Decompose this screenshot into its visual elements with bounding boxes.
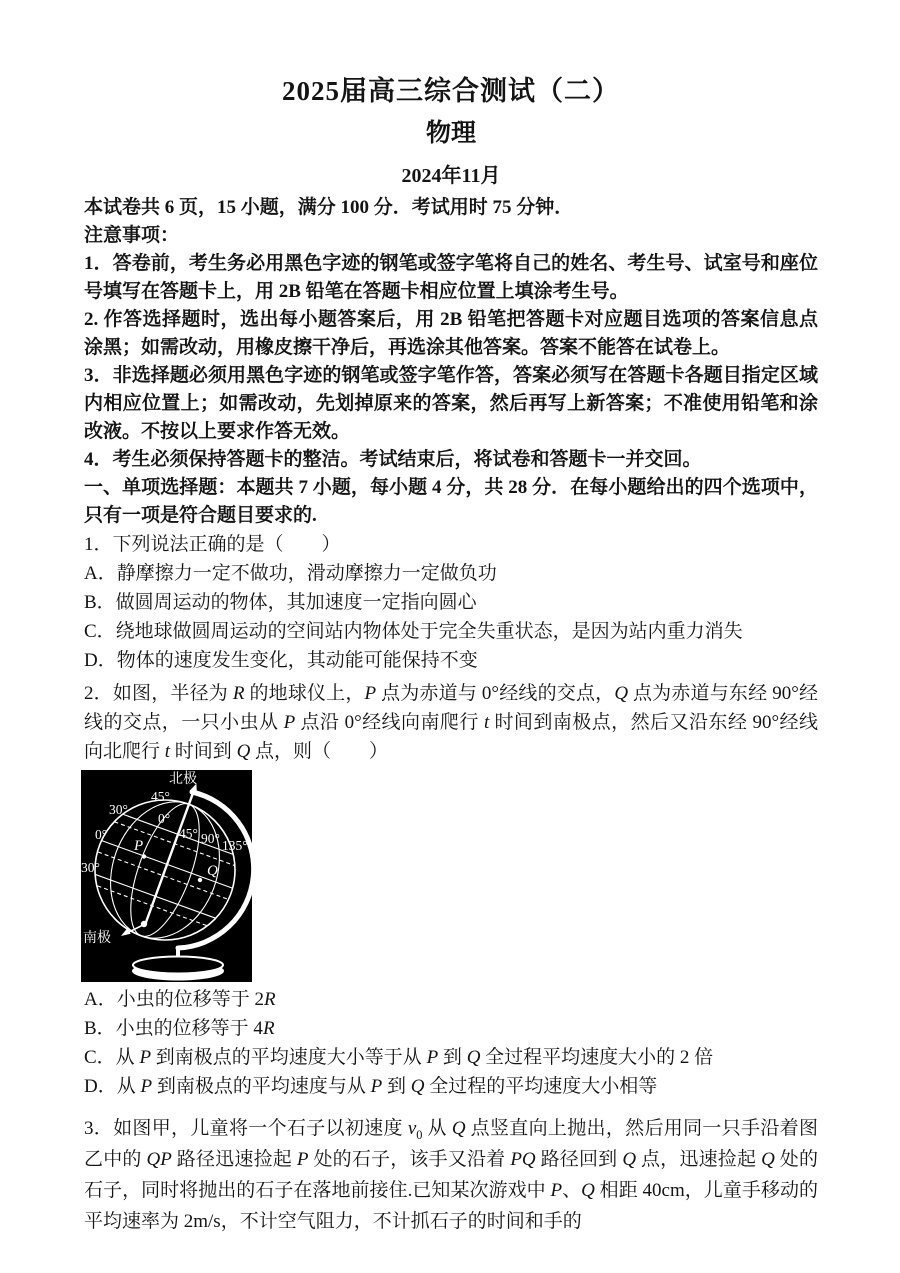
question-1-option-a: A．静摩擦力一定不做功，滑动摩擦力一定做负功 <box>84 563 497 584</box>
stand-base-top <box>133 957 223 974</box>
question-2-option-c: C．从 P 到南极点的平均速度大小等于从 P 到 Q 全过程平均速度大小的 2 倍 <box>84 1047 714 1068</box>
question-1-stem: 1．下列说法正确的是（ ） <box>84 534 341 555</box>
question-1-option-b: B．做圆周运动的物体，其加速度一定指向圆心 <box>84 592 477 613</box>
point-p-label: P <box>134 838 144 854</box>
point-p-dot <box>142 854 146 858</box>
section-heading: 一、单项选择题：本题共 7 小题，每小题 4 分，共 28 分．在每小题给出的四个选项中，只有一项是符合题目要求的. <box>84 477 818 526</box>
globe-illustration <box>81 770 252 982</box>
longitude-label: 90° <box>201 831 220 846</box>
latitude-label: 30° <box>109 802 128 817</box>
question-3 <box>84 1113 818 1237</box>
question-1-option-c: C．绕地球做圆周运动的空间站内物体处于完全失重状态，是因为站内重力消失 <box>84 621 743 642</box>
notice-item-2: 2. 作答选择题时，选出每小题答案后，用 2B 铅笔把答题卡对应题目选项的答案信息点涂黑；如需改动，用橡皮擦干净后，再选涂其他答案。答案不能答在试卷上。 <box>84 309 818 358</box>
exam-subject: 物理 <box>425 120 476 147</box>
exam-intro <box>84 194 818 530</box>
south-pole-label: 南极 <box>83 931 111 946</box>
longitude-label: 135° <box>222 838 248 853</box>
exam-date: 2024年11月 <box>401 165 501 187</box>
north-pole-label: 北极 <box>169 772 197 787</box>
point-q-dot <box>198 878 202 882</box>
notice-heading: 注意事项： <box>84 225 180 246</box>
latitude-label: 30° <box>81 860 100 875</box>
latitude-label: 45° <box>151 789 170 804</box>
notice-item-1: 1．答卷前，考生务必用黑色字迹的钢笔或签字笔将自己的姓名、考生号、试室号和座位号填写在答题卡上，用 2B 铅笔在答题卡相应位置上填涂考生号。 <box>84 253 818 302</box>
question-2-stem: 2．如图，半径为 R 的地球仪上，P 点为赤道与 0°经线的交点，Q 点为赤道与东经 90°经线的交点，一只小虫从 P 点沿 0°经线向南爬行 t 时间到南极点，然后又沿东经 90°经线向北爬行 t 时间到 Q 点，则（ ） <box>84 683 818 762</box>
notice-item-3: 3．非选择题必须用黑色字迹的钢笔或签字笔作答，答案必须写在答题卡各题目指定区域内相应位置上；如需改动，先划掉原来的答案，然后再写上新答案；不准使用铅笔和涂改液。不按以上要求作答无效。 <box>84 365 818 442</box>
question-2-option-a: A．小虫的位移等于 2R <box>84 989 276 1010</box>
question-3-stem: 3．如图甲，儿童将一个石子以初速度 $v_0$ 从 Q 点竖直向上抛出，然后用同一只手沿着图乙中的 QP 路径迅速捡起 P 处的石子，该手又沿着 PQ 路径回到 Q 点，迅速捡起 Q 处的石子，同时将抛出的石子在落地前接住.已知某次游戏中 P、Q 相距 40cm，儿童手移动的平均速率为 2m/s，不计空气阻力，不计抓石子的时间和手的 <box>84 1118 818 1232</box>
question-2 <box>81 679 818 1101</box>
question-1 <box>84 530 818 675</box>
exam-title: 2025届高三综合测试（二） <box>282 76 620 106</box>
point-q-label: Q <box>207 863 218 879</box>
longitude-label: 45° <box>179 826 198 841</box>
notice-item-4: 4．考生必须保持答题卡的整洁。考试结束后，将试卷和答题卡一并交回。 <box>84 449 702 470</box>
question-2-option-b: B．小虫的位移等于 4R <box>84 1018 275 1039</box>
globe-figure <box>81 770 252 982</box>
exam-info-line: 本试卷共 6 页，15 小题，满分 100 分．考试用时 75 分钟． <box>84 197 574 218</box>
question-1-option-d: D．物体的速度发生变化，其动能可能保持不变 <box>84 650 478 671</box>
question-2-option-d: D．从 P 到南极点的平均速度与从 P 到 Q 全过程的平均速度大小相等 <box>84 1076 658 1097</box>
latitude-label: 0° <box>95 827 108 842</box>
longitude-label: 0° <box>158 811 171 826</box>
